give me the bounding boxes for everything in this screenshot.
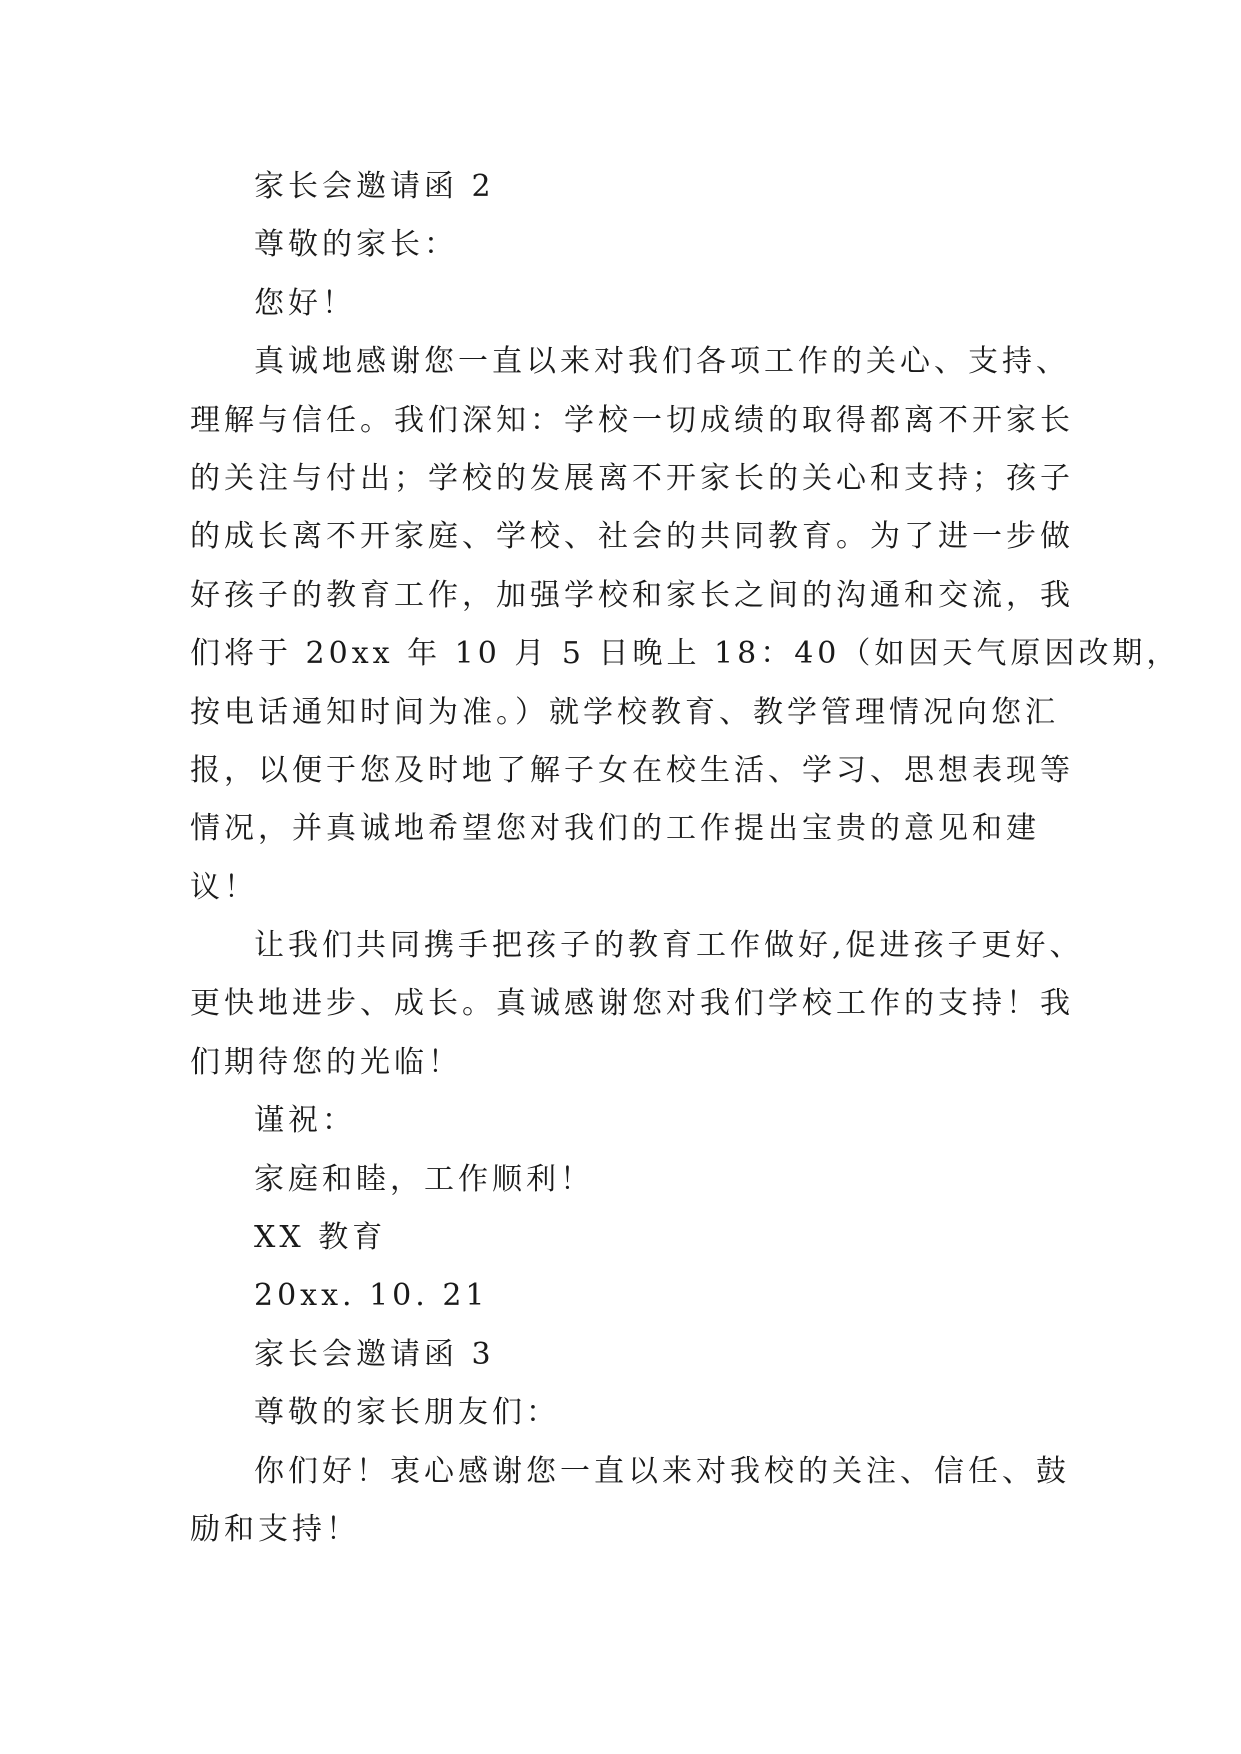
- body-line: 你们好！衷心感谢您一直以来对我校的关注、信任、鼓: [254, 1453, 1070, 1489]
- body-line: 按电话通知时间为准。）就学校教育、教学管理情况向您汇: [190, 694, 1059, 730]
- body-line: 的关注与付出；学校的发展离不开家长的关心和支持；孩子: [190, 460, 1074, 496]
- body-line: 真诚地感谢您一直以来对我们各项工作的关心、支持、: [254, 344, 1070, 380]
- letter-title: 家长会邀请函 3: [254, 1336, 495, 1372]
- body-line: 让我们共同携手把孩子的教育工作做好,促进孩子更好、: [254, 928, 1084, 964]
- greeting: 您好！: [254, 285, 356, 321]
- salutation: 尊敬的家长朋友们：: [254, 1395, 560, 1431]
- signature: XX 教育: [254, 1220, 387, 1256]
- closing-blessing: 家庭和睦，工作顺利！: [254, 1161, 594, 1197]
- body-line: 励和支持！: [190, 1511, 360, 1547]
- body-line: 好孩子的教育工作，加强学校和家长之间的沟通和交流，我: [190, 577, 1074, 613]
- body-line: 报，以便于您及时地了解子女在校生活、学习、思想表现等: [190, 752, 1074, 788]
- body-line: 们将于 20xx 年 10 月 5 日晚上 18：40（如因天气原因改期，: [190, 636, 1181, 672]
- document-body: [190, 158, 1181, 1559]
- salutation: 尊敬的家长：: [254, 227, 458, 263]
- body-line: 议！: [190, 869, 258, 905]
- letter-title: 家长会邀请函 2: [254, 169, 495, 204]
- body-line: 的成长离不开家庭、学校、社会的共同教育。为了进一步做: [190, 519, 1074, 555]
- closing-wish: 谨祝：: [254, 1103, 356, 1139]
- body-line: 理解与信任。我们深知：学校一切成绩的取得都离不开家长: [190, 402, 1074, 438]
- body-line: 情况，并真诚地希望您对我们的工作提出宝贵的意见和建: [190, 811, 1040, 847]
- date: 20xx. 10. 21: [254, 1278, 489, 1314]
- body-line: 们期待您的光临！: [190, 1044, 462, 1080]
- body-line: 更快地进步、成长。真诚感谢您对我们学校工作的支持！我: [190, 986, 1074, 1022]
